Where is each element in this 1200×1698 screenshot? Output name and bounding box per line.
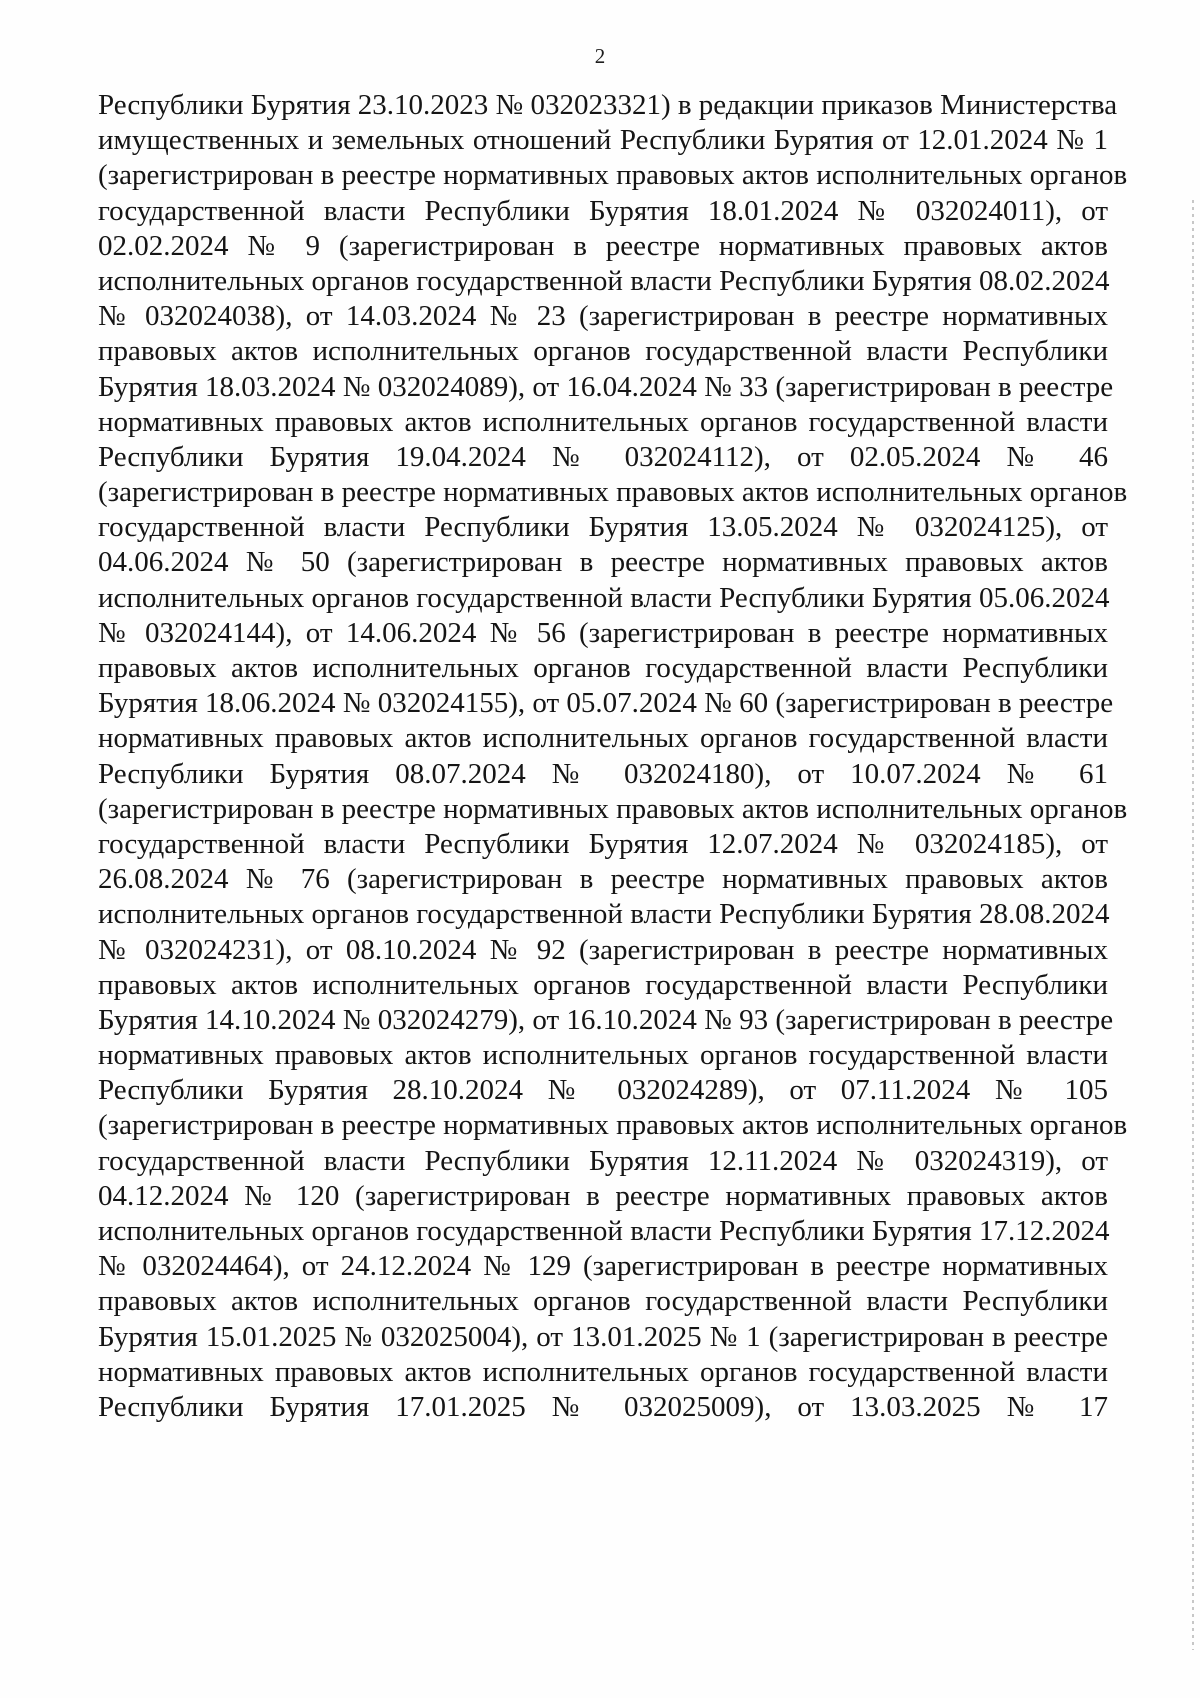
- text-line: 26.08.2024 № 76 (зарегистрирован в реестре нормативных правовых актов: [98, 863, 1108, 896]
- text-line: Республики Бурятия 23.10.2023 № 032023321) в редакции приказов Министерства: [98, 89, 1118, 121]
- text-line: правовых актов исполнительных органов государственной власти Республики: [98, 652, 1108, 684]
- text-line: № 032024231), от 08.10.2024 № 92 (зарегистрирован в реестре нормативных: [98, 933, 1108, 966]
- text-line: нормативных правовых актов исполнительных органов государственной власти: [98, 1355, 1108, 1388]
- page-number: 2: [594, 44, 606, 68]
- text-line: Республики Бурятия 08.07.2024 № 032024180), от 10.07.2024 № 61: [98, 757, 1108, 790]
- text-line: исполнительных органов государственной власти Республики Бурятия 28.08.2024: [98, 898, 1110, 931]
- text-line: правовых актов исполнительных органов государственной власти Республики: [98, 1285, 1108, 1318]
- text-line: (зарегистрирован в реестре нормативных правовых актов исполнительных органов: [98, 476, 1128, 509]
- text-line: нормативных правовых актов исполнительных органов государственной власти: [98, 1039, 1108, 1072]
- text-line: Республики Бурятия 19.04.2024 № 032024112), от 02.05.2024 № 46: [98, 440, 1108, 473]
- text-line: государственной власти Республики Бурятия 13.05.2024 № 032024125), от: [98, 511, 1108, 544]
- text-line: государственной власти Республики Бурятия 18.01.2024 № 032024011), от: [98, 194, 1108, 227]
- text-line: (зарегистрирован в реестре нормативных правовых актов исполнительных органов: [98, 1109, 1128, 1142]
- text-line: нормативных правовых актов исполнительных органов государственной власти: [98, 405, 1108, 438]
- text-line: Бурятия 18.03.2024 № 032024089), от 16.04.2024 № 33 (зарегистрирован в реестре: [98, 370, 1114, 403]
- text-line: № 032024038), от 14.03.2024 № 23 (зарегистрирован в реестре нормативных: [98, 300, 1108, 333]
- text-line: Бурятия 15.01.2025 № 032025004), от 13.01.2025 № 1 (зарегистрирован в реестре: [98, 1320, 1108, 1353]
- text-line: правовых актов исполнительных органов государственной власти Республики: [98, 335, 1108, 368]
- text-line: № 032024464), от 24.12.2024 № 129 (зарегистрирован в реестре нормативных: [98, 1250, 1108, 1283]
- text-line: исполнительных органов государственной власти Республики Бурятия 17.12.2024: [98, 1215, 1110, 1247]
- text-line: нормативных правовых актов исполнительных органов государственной власти: [98, 722, 1108, 755]
- text-line: (зарегистрирован в реестре нормативных правовых актов исполнительных органов: [98, 159, 1128, 192]
- text-line: государственной власти Республики Бурятия 12.11.2024 № 032024319), от: [98, 1144, 1108, 1177]
- text-line: государственной власти Республики Бурятия 12.07.2024 № 032024185), от: [98, 827, 1108, 860]
- text-line: Республики Бурятия 17.01.2025 № 032025009), от 13.03.2025 № 17: [98, 1390, 1108, 1423]
- text-line: исполнительных органов государственной власти Республики Бурятия 05.06.2024: [98, 581, 1110, 614]
- text-line: исполнительных органов государственной власти Республики Бурятия 08.02.2024: [98, 264, 1110, 297]
- scan-edge-artifact: [1192, 200, 1194, 1650]
- text-line: Бурятия 18.06.2024 № 032024155), от 05.07.2024 № 60 (зарегистрирован в реестре: [98, 687, 1114, 720]
- text-line: Бурятия 14.10.2024 № 032024279), от 16.10.2024 № 93 (зарегистрирован в реестре: [98, 1003, 1114, 1036]
- text-line: правовых актов исполнительных органов государственной власти Республики: [98, 968, 1108, 1001]
- text-line: 04.12.2024 № 120 (зарегистрирован в реестре нормативных правовых актов: [98, 1179, 1108, 1212]
- text-line: 04.06.2024 № 50 (зарегистрирован в реестре нормативных правовых актов: [98, 546, 1108, 579]
- text-line: Республики Бурятия 28.10.2024 № 032024289), от 07.11.2024 № 105: [98, 1074, 1108, 1107]
- text-line: № 032024144), от 14.06.2024 № 56 (зарегистрирован в реестре нормативных: [98, 616, 1108, 649]
- text-line: имущественных и земельных отношений Республики Бурятия от 12.01.2024 № 1: [98, 124, 1108, 157]
- text-line: 02.02.2024 № 9 (зарегистрирован в реестре нормативных правовых актов: [98, 229, 1108, 262]
- body-text: [98, 88, 1128, 1425]
- text-line: (зарегистрирован в реестре нормативных правовых актов исполнительных органов: [98, 792, 1128, 825]
